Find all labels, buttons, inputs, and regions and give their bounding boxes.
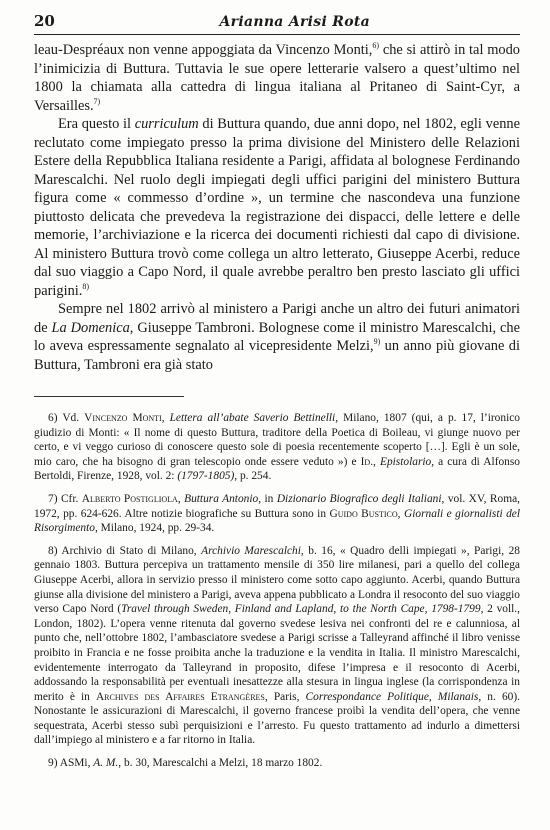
text-run: , xyxy=(397,507,404,520)
running-head: Arianna Arisi Rota xyxy=(219,14,370,30)
text-run: , n. 60). Nonostante le assicurazioni di Marescalchi, il governo francese proibì la vendita dell’opera, che venne sequestrata, Acerbi stesso subì perquisizioni e l’arresto. Fu questo trattamento ad indurlo a dimettersi dall’impiego al ministero e a far ritorno in Italia. xyxy=(34,690,520,747)
text-run: Giornali e giornalisti del Risorgimento xyxy=(34,507,521,535)
text-run: , xyxy=(177,492,185,505)
paragraph-2 xyxy=(34,115,520,300)
footnote-8 xyxy=(34,544,520,748)
text-run: 8) xyxy=(48,544,62,557)
text-run: Archives des Affaires Etrangères xyxy=(95,690,265,703)
text-run: (1797-1805) xyxy=(177,470,235,483)
paragraph-3 xyxy=(34,300,520,374)
text-run: curriculum xyxy=(134,116,199,132)
text-run: 7) xyxy=(48,492,61,505)
text-run: Dizionario Biografico degli Italiani xyxy=(276,492,442,505)
text-run: , Giuseppe Tambroni. Bolognese come il ministro Marescalchi, che lo aveva espressamente segnalato al vicepresidente Melzi, xyxy=(34,319,520,354)
text-run: 9) xyxy=(48,757,60,770)
text-run: , vol. XV, Roma, 1972, pp. 624-626. Altre notizie biografiche su Buttura sono in xyxy=(34,492,520,520)
text-run: A. M. xyxy=(93,757,119,770)
text-run: Sempre nel 1802 arrivò al ministero a Parigi anche un altro dei futuri animatori de xyxy=(34,301,520,336)
text-run: Alberto Postigliola xyxy=(81,492,178,505)
text-run: Travel through Sweden, Finland and Lapland, to the North Cape, 1798-1799 xyxy=(121,603,481,616)
footnote-rule xyxy=(34,396,184,397)
text-run: , b. 16, « Quadro delli impiegati », Parigi, 28 gennaio 1803. Buttura percepiva un trattamento mensile di 350 lire milanesi, pari a quello del collega Giuseppe Acerbi, allora in servizio presso il ministero come sotto capo aggiunto. Acerbi, quando Buttura giunse alla divisione del ministero a Parigi, aveva appena pubblicato a Londra il resoconto del suo viaggio verso Capo Nord ( xyxy=(34,544,520,616)
header-rule xyxy=(34,34,520,35)
text-run: La Domenica xyxy=(51,319,130,336)
text-run: , in xyxy=(258,492,277,505)
text-run: Id. xyxy=(360,455,374,468)
text-run: Buttura Antonio xyxy=(184,492,259,505)
text-run: , p. 254. xyxy=(234,470,272,483)
text-run: un anno più giovane di Buttura, Tambroni era già stato xyxy=(34,338,520,373)
text-run: Guido Bustico xyxy=(329,507,398,520)
text-run: Correspondance Politique, Milanais xyxy=(305,690,479,703)
paragraph-1 xyxy=(34,41,520,115)
footnote-6 xyxy=(34,411,520,484)
text-run: , 2 voll., London, 1802). L’opera venne ritenuta dal governo svedese lesiva nei confronti del re e calunniosa, al punto che, nell’ottobre 1802, l’ambasciatore svedese a Parigi scrisse a Talleyrand affinché il libro venisse proibito in Francia e ne fosse proibita anche la traduzione e la vendita in Italia. Il ministro Marescalchi, evidentemente interrogato da Talleyrand in proposito, difese l’impresa e il resoconto di Acerbi, addossando la responsabilità per eventuali inesattezze alla stesura in lingua inglese (la corrispondenza in merito è in xyxy=(34,603,521,703)
text-run: che si attirò in tal modo l’inimicizia di Buttura. Tuttavia le sue opere letterarie valsero a quest’ultimo nel 1800 la chiamata alla cattedra di lingua italiana al Pritaneo di Saint-Cyr, a Versailles. xyxy=(34,42,520,114)
text-run: , a cura di Alfonso Bertoldi, Firenze, 1928, vol. 2: xyxy=(34,455,521,483)
body-text xyxy=(34,41,520,374)
text-run: Archivio di Stato di Milano, xyxy=(61,544,202,557)
note-ref: 7) xyxy=(93,96,101,106)
text-run: Cfr. xyxy=(60,492,82,505)
note-ref: 6) xyxy=(372,41,380,51)
text-run: Lettera all’abate Saverio Bettinelli xyxy=(169,412,336,424)
page-header xyxy=(34,12,520,32)
text-run: leau-Despréaux non venne appoggiata da Vincenzo Monti, xyxy=(34,42,373,58)
text-run: , Paris, xyxy=(264,690,306,703)
text-run: , xyxy=(161,412,170,424)
text-run: , xyxy=(373,455,380,468)
text-run: Archivio Marescalchi xyxy=(201,544,301,557)
text-run: Era questo il xyxy=(58,116,135,132)
text-run: , Milano, 1807 (qui, a p. 17, l’ironico giudizio di Monti: « Il nome di questo Buttura, traditore della Poetica di Boileau, vi giunge nuovo per certo, e vi veggo curioso di conoscere questo sole di poesia recentemente scoperto […]. Egli è un sole, mio caro, che ha bisogno di gran telescopio onde essere veduto ») e xyxy=(34,412,520,468)
page-number: 20 xyxy=(34,12,55,30)
text-run: ASMi, xyxy=(59,757,94,770)
text-run: , Milano, 1924, pp. 29-34. xyxy=(94,522,215,535)
text-run: Vincenzo Monti xyxy=(84,412,162,424)
text-run: di Buttura quando, due anni dopo, nel 1802, egli venne reclutato come impiegato presso la prima divisione del Ministero delle Relazioni Estere della Repubblica Italiana residente a Parigi, affidata al bolognese Ferdinando Marescalchi. Nel ruolo degli impiegati degli uffici parigini del ministero Buttura figura come « commesso d’ordine », un termine che nascondeva una funzione piuttosto delicata che prevedeva la registrazione dei dispacci, delle lettere e delle memorie, l’archiviazione e la ricerca dei documenti richiesti dal capo di divisione. Al ministero Buttura trovò come collega un altro letterato, Giuseppe Acerbi, reduce dal suo viaggio a Capo Nord, il quale avrebbe peraltro ben presto lasciato gli uffici parigini. xyxy=(34,116,520,299)
text-run: , b. 30, Marescalchi a Melzi, 18 marzo 1802. xyxy=(118,757,323,770)
note-ref: 8) xyxy=(82,281,90,291)
footnote-9 xyxy=(34,756,520,771)
text-run: 6) xyxy=(48,412,63,424)
footnotes xyxy=(34,411,520,771)
note-ref: 9) xyxy=(373,337,381,347)
text-run: Vd. xyxy=(62,412,85,424)
text-run: Epistolario xyxy=(379,455,432,468)
footnote-7 xyxy=(34,492,520,536)
